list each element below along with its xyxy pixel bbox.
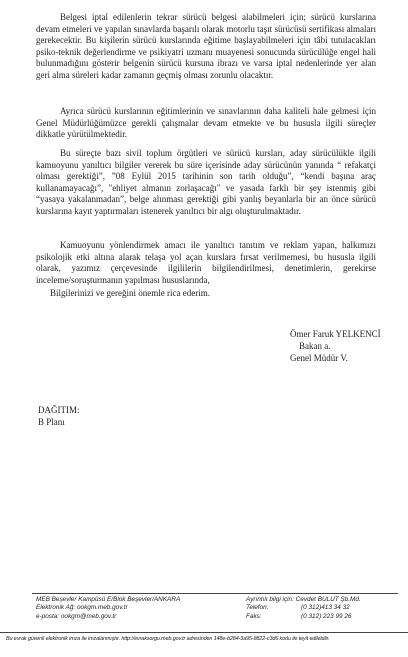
body-paragraph-3: Bu süreçte bazı sivil toplum örgütleri ve sürücü kursları, aday sürücülükle ilgili kamuoyunu yanıltıcı bilgiler vererek bu süre içerisinde aday sürücünün yanında “ refakatçi olması gerektiği”, ”08 Eylül 2015 tarihinin son tarih olduğu”, “kendi başına araç kullanamayacağı”, "ehliyet almanın zorlaşacağı" ve yasada farklı bir şey istenmiş gibi “yasaya yakalanmadan”, belge alınması gerektiği gibi yanlış beyanlarla bir an önce sürücü kurslarına kayıt yaptırmaları istenerek yanıltıcı bir algı oluşturulmaktadır. xyxy=(36,148,376,216)
footer-email: e-posta: ookgm@meb.gov.tr xyxy=(36,612,117,620)
body-paragraph-1: Belgesi iptal edilenlerin tekrar sürücü belgesi alabilmeleri için; sürücü kurslarına devam etmeleri ve yapılan sınavlarda başarılı olarak motorlu taşıt sürücüsü sertifikası almaları gerekecektir. Bu kişilerin sürücü kurslarında eğitime başlayabilmeleri için tâbi tutulacakları psiko-teknik değerlendirme ve psikiyatri uzmanı muayenesi sonucunda sürücülüğe engel hali bulunmadığını gösterir belgenin sürücü kursuna ibrazı ve varsa iptal nedenlerinde yer alan geri alma süreleri kadar zamanın geçmiş olması zorunlu olacaktır. xyxy=(36,12,376,80)
signatory-title-1: Bakan a. xyxy=(299,341,331,351)
signatory-name: Ömer Faruk YELKENCİ xyxy=(290,329,381,339)
footer-fax: (0 312) 223 99 26 xyxy=(301,612,352,620)
verification-divider xyxy=(0,632,408,633)
footer-fax-label: Faks: xyxy=(246,612,262,620)
footer-contact: Ayrıntılı bilgi için: Cevdet BULUT Şb.Md. xyxy=(246,596,361,603)
footer-fax-row xyxy=(246,613,361,621)
footer-phone-row xyxy=(246,604,361,612)
verification-note: Bu evrak güvenli elektronik imza ile imzalanmıştır. http://evraksorgu.meb.gov.tr adresinden 148e-b284-3a95-8822-c3d6 kodu ile teyit edilebilir. xyxy=(6,636,330,642)
footer-phone: (0 312)413 34 32 xyxy=(301,604,350,612)
footer-phone-label: Telefon: xyxy=(246,604,269,612)
footer-network: Elektronik Ağ: ookgm.meb.gov.tr xyxy=(36,604,128,612)
signatory-title-2: Genel Müdür V. xyxy=(290,353,348,363)
closing-paragraph: Bilgilerinizi ve gereğini önemle rica ederim. xyxy=(50,288,210,298)
footer-address: MEB Beşevler Kampüsü E/Blok Beşevler/ANKARA xyxy=(36,596,181,603)
footer-address-block xyxy=(36,596,180,621)
body-paragraph-2: Ayrıca sürücü kurslarının eğitimlerinin ve sınavlarının daha kaliteli hale gelmesi için Genel Müdürlüğümüzce gerekli çalışmalar devam etmekte ve bu hususla ilgili süreçler dikkatle yürütülmektedir. xyxy=(36,106,376,140)
footer-contact-block xyxy=(246,596,361,621)
distribution-heading: DAĞITIM: xyxy=(38,405,80,415)
signature-block xyxy=(290,328,400,364)
distribution-block xyxy=(38,404,80,428)
body-paragraph-4: Kamuoyunu yönlendirmek amacı ile yanıltıcı tanıtım ve reklam yapan, halkımızı psikolojik etki altına alarak telaşa yol açan kurslara fırsat verilmemesi, bu hususla ilgili olarak, yazımız çerçevesinde ilgililerin bilgilendirilmesi, denetimlerin, gerekirse inceleme/soruşturmanın yapılması hususlarında, xyxy=(36,240,376,285)
footer-divider xyxy=(32,593,398,594)
distribution-item: B Planı xyxy=(38,417,65,427)
